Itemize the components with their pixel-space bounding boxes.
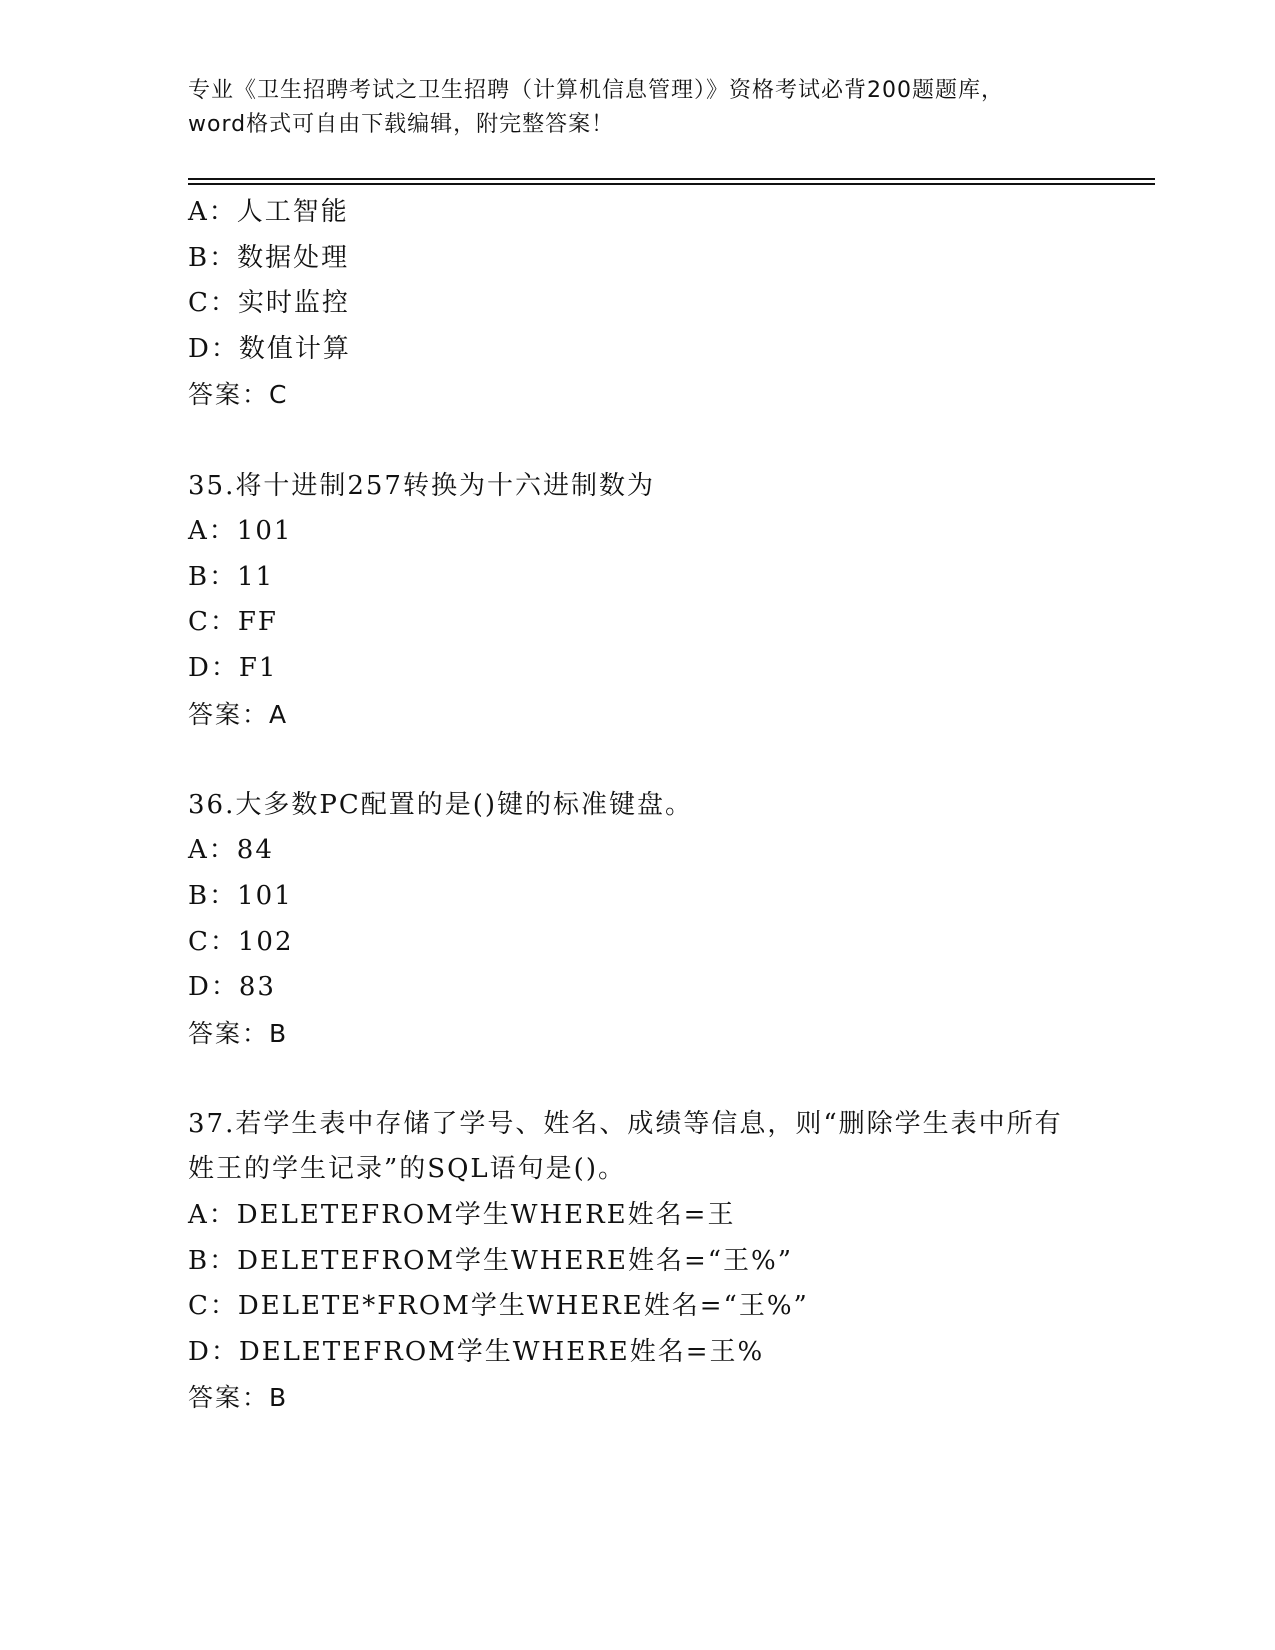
question-list	[188, 190, 1108, 1421]
answer: 答案：A	[188, 699, 289, 729]
option-c: C：DELETE*FROM学生WHERE姓名=“王%”	[188, 1291, 809, 1322]
option-d: D：F1	[188, 652, 278, 683]
question-37	[188, 1102, 1108, 1421]
option-c: C：102	[188, 926, 294, 957]
option-a: A：人工智能	[188, 197, 349, 227]
question-stem: 37.若学生表中存储了学号、姓名、成绩等信息，则“删除学生表中所有姓王的学生记录”的SQL语句是()。	[188, 1108, 1063, 1185]
document-header	[188, 74, 1088, 142]
header-divider-top	[188, 178, 1155, 180]
spacer	[188, 418, 1108, 464]
answer: 答案：B	[188, 1018, 289, 1048]
option-b: B：数据处理	[188, 242, 350, 273]
option-b: B：DELETEFROM学生WHERE姓名=“王%”	[188, 1245, 794, 1276]
question-36	[188, 783, 1108, 1057]
header-divider-bottom	[188, 183, 1155, 185]
option-b: B：101	[188, 880, 293, 911]
header-title-line-1: 专业《卫生招聘考试之卫生招聘（计算机信息管理）》资格考试必背200题题库，	[188, 78, 1004, 103]
option-d: D：数值计算	[188, 333, 351, 364]
question-stem: 35.将十进制257转换为十六进制数为	[188, 470, 655, 501]
answer: 答案：C	[188, 380, 289, 410]
option-a: A：101	[188, 516, 293, 547]
spacer	[188, 1056, 1108, 1102]
option-c: C：FF	[188, 607, 278, 638]
option-a: A：84	[188, 835, 274, 866]
option-b: B：11	[188, 561, 275, 592]
option-c: C：实时监控	[188, 288, 350, 319]
answer: 答案：B	[188, 1383, 289, 1413]
question-35	[188, 464, 1108, 738]
option-a: A：DELETEFROM学生WHERE姓名=王	[188, 1200, 736, 1231]
option-d: D：83	[188, 972, 276, 1003]
header-title-line-2: word格式可自由下载编辑，附完整答案！	[188, 112, 615, 137]
question-stem: 36.大多数PC配置的是()键的标准键盘。	[188, 789, 694, 820]
question-34-continued	[188, 190, 1108, 418]
option-d: D：DELETEFROM学生WHERE姓名=王%	[188, 1336, 765, 1367]
spacer	[188, 737, 1108, 783]
